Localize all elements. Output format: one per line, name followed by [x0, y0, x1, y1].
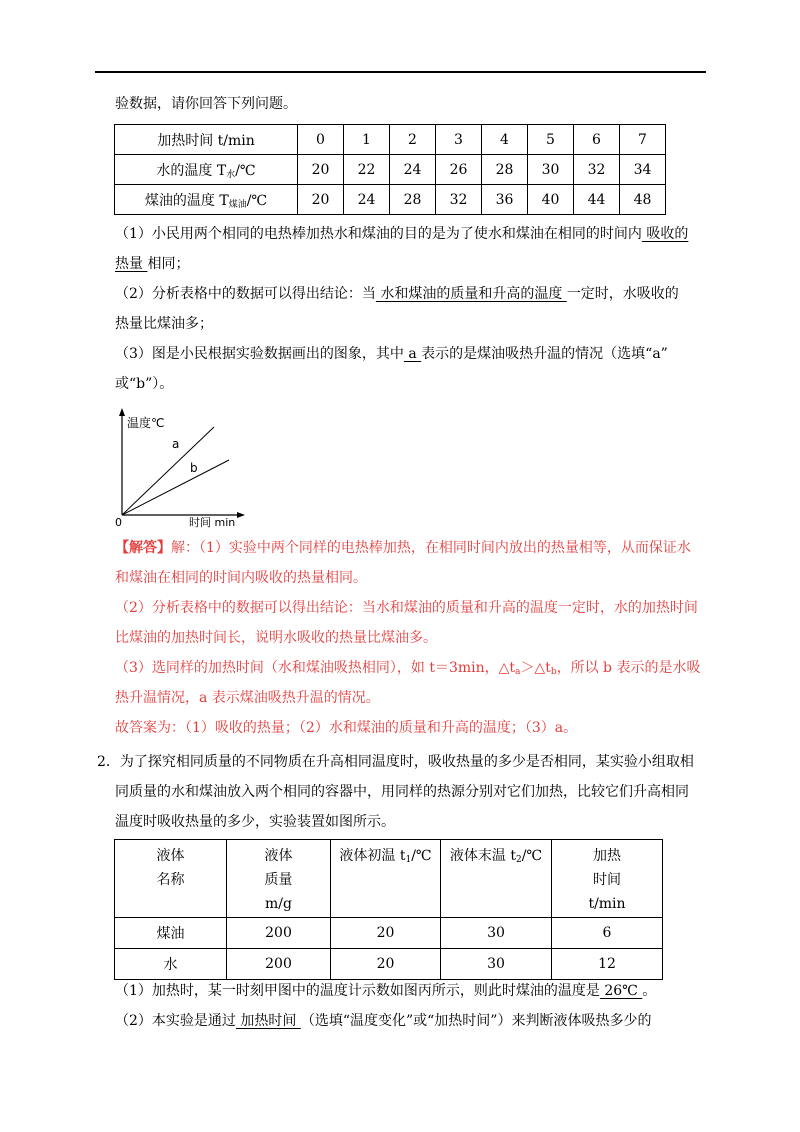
problem-2-line-2: 同质量的水和煤油放入两个相同的容器中，用同样的热源分别对它们加热，比较它们升高相同: [115, 784, 689, 800]
line-a-label: a: [172, 437, 180, 451]
table-cell: 30: [528, 155, 574, 185]
header-text: 质量: [264, 872, 293, 888]
header-cell: [552, 840, 663, 918]
temperature-time-graph: [112, 405, 247, 530]
header-text: m/g: [265, 896, 292, 912]
table-cell: 12: [552, 949, 663, 980]
answer-line-5: [115, 658, 700, 682]
header-text: 液体: [264, 848, 293, 864]
table-cell: 6: [552, 918, 663, 949]
answer-line-2: 和煤油在相同的时间内吸收的热量相同。: [115, 570, 367, 586]
answer-text: （3）选同样的加热时间（水和煤油吸热相同），如 t＝3min，△t: [115, 660, 516, 676]
question-3-line-2: 或“b”）。: [115, 376, 174, 392]
question-2-line-1: [115, 284, 679, 304]
header-text: 液体初温 t: [339, 848, 406, 864]
table-cell: [115, 185, 298, 215]
header-cell: [115, 840, 227, 918]
answer-blank: 加热时间: [235, 1013, 301, 1029]
answer-blank: 水和煤油的质量和升高的温度: [375, 286, 567, 302]
header-cell: [227, 840, 331, 918]
table-cell: 1: [344, 125, 390, 155]
answer-line-4: 比煤油的加热时间长，说明水吸收的热量比煤油多。: [115, 630, 437, 646]
table-cell: 20: [298, 155, 344, 185]
header-text: t/min: [588, 896, 626, 912]
table-cell: 20: [298, 185, 344, 215]
row-label: 水的温度 T: [156, 162, 227, 179]
question-1-line-2: [115, 254, 189, 274]
line-b-label: b: [190, 461, 198, 475]
table-cell: 30: [441, 949, 552, 980]
answer-tag: 【解答】: [115, 540, 171, 556]
table-cell: 20: [331, 918, 441, 949]
answer-text: ，所以 b 表示的是水吸: [556, 660, 701, 676]
question-text: （2）本实验是通过: [115, 1013, 236, 1029]
intro-text: 验数据，请你回答下列问题。: [115, 96, 297, 112]
answer-line-1: [115, 538, 691, 558]
y-axis-label: 温度℃: [127, 416, 165, 430]
line-b: [122, 460, 229, 515]
table-cell: 3: [436, 125, 482, 155]
row-label-sub: 水: [226, 169, 236, 180]
table-row: [115, 949, 663, 980]
question-text: （1）加热时，某一时刻甲图中的温度计示数如图丙所示，则此时煤油的温度是: [115, 983, 600, 999]
problem-2-line-3: 温度时吸收热量的多少，实验装置如图所示。: [115, 814, 395, 830]
row-label: 煤油的温度 T: [144, 192, 229, 209]
answer-sub: b: [550, 667, 557, 677]
table-cell: 28: [482, 155, 528, 185]
header-text: 加热: [593, 848, 621, 864]
table-cell: 7: [620, 125, 666, 155]
data-table-1: [114, 124, 666, 215]
answer-blank: 热量: [115, 256, 148, 272]
table-cell: 28: [390, 185, 436, 215]
question-text: （选填“温度变化”或“加热时间”）来判断液体吸热多少的: [300, 1013, 652, 1029]
answer-text: 解：（1）实验中两个同样的电热棒加热，在相同时间内放出的热量相等，从而保证水: [171, 540, 691, 556]
table-cell: 200: [227, 918, 331, 949]
problem-2-question-1: [115, 981, 656, 1001]
question-3-line-1: [115, 344, 668, 364]
answer-text: ＞△t: [520, 660, 551, 676]
table-cell: 24: [390, 155, 436, 185]
table-row: [115, 155, 666, 185]
table-row: [115, 125, 666, 155]
final-answer: 故答案为：（1）吸收的热量；（2）水和煤油的质量和升高的温度；（3）a。: [115, 720, 578, 736]
header-text: 时间: [593, 872, 621, 888]
answer-blank: a: [403, 346, 422, 362]
question-text: （1）小民用两个相同的电热棒加热水和煤油的目的是为了使水和煤油在相同的时间内: [115, 226, 642, 242]
table-cell: 加热时间 t/min: [115, 125, 298, 155]
table-cell: 煤油: [115, 918, 227, 949]
question-text: （2）分析表格中的数据可以得出结论：当: [115, 286, 376, 302]
question-text: 一定时，水吸收的: [566, 286, 679, 302]
question-text: 相同；: [147, 256, 190, 272]
header-text: 名称: [156, 872, 185, 888]
row-label-unit: /℃: [235, 162, 256, 179]
table-cell: 36: [482, 185, 528, 215]
table-cell: 0: [298, 125, 344, 155]
table-cell: 26: [436, 155, 482, 185]
line-a: [122, 427, 214, 515]
table-cell: 20: [331, 949, 441, 980]
problem-2-question-2: [115, 1011, 651, 1031]
answer-blank: 吸收的: [641, 226, 689, 242]
problem-2-line-1: 2．为了探究相同质量的不同物质在升高相同温度时，吸收热量的多少是否相同，某实验小组取相: [97, 754, 694, 770]
row-label-unit: /℃: [246, 192, 268, 209]
table-cell: 4: [482, 125, 528, 155]
header-rule: [95, 71, 706, 73]
table-cell: 44: [574, 185, 620, 215]
data-table-2: [114, 839, 663, 980]
table-cell: 6: [574, 125, 620, 155]
table-cell: 32: [574, 155, 620, 185]
row-label-sub: 煤油: [228, 199, 247, 210]
table-cell: 40: [528, 185, 574, 215]
table-row: [115, 840, 663, 918]
x-axis-label: 时间 min: [189, 516, 236, 529]
answer-line-3: （2）分析表格中的数据可以得出结论：当水和煤油的质量和升高的温度一定时，水的加热时间: [115, 600, 698, 616]
header-cell: [331, 840, 441, 918]
question-1-line-1: [115, 224, 688, 244]
answer-sub: a: [515, 667, 521, 677]
table-cell: 2: [390, 125, 436, 155]
question-text: 表示的是煤油吸热升温的情况（选填“a”: [421, 346, 668, 362]
table-cell: 200: [227, 949, 331, 980]
table-cell: 32: [436, 185, 482, 215]
x-axis-arrow: [237, 512, 245, 518]
table-cell: 5: [528, 125, 574, 155]
header-sub: 1: [405, 855, 412, 865]
y-axis-arrow: [119, 408, 125, 416]
question-2-line-2: 热量比煤油多；: [115, 316, 213, 332]
header-cell: [441, 840, 552, 918]
table-cell: 水: [115, 949, 227, 980]
table-cell: 48: [620, 185, 666, 215]
table-cell: 30: [441, 918, 552, 949]
table-cell: [115, 155, 298, 185]
header-text: 液体末温 t: [449, 848, 516, 864]
table-cell: 34: [620, 155, 666, 185]
header-text: /℃: [521, 848, 543, 864]
table-row: [115, 185, 666, 215]
question-text: （3）图是小民根据实验数据画出的图象，其中: [115, 346, 404, 362]
table-cell: 22: [344, 155, 390, 185]
question-text: 。: [642, 983, 657, 999]
header-text: 液体: [156, 848, 185, 864]
table-cell: 24: [344, 185, 390, 215]
table-row: [115, 918, 663, 949]
answer-blank: 26℃: [599, 983, 643, 999]
header-sub: 2: [515, 855, 522, 865]
header-text: /℃: [411, 848, 432, 864]
answer-line-6: 热升温情况，a 表示煤油吸热升温的情况。: [115, 690, 380, 706]
origin-label: 0: [115, 516, 122, 529]
